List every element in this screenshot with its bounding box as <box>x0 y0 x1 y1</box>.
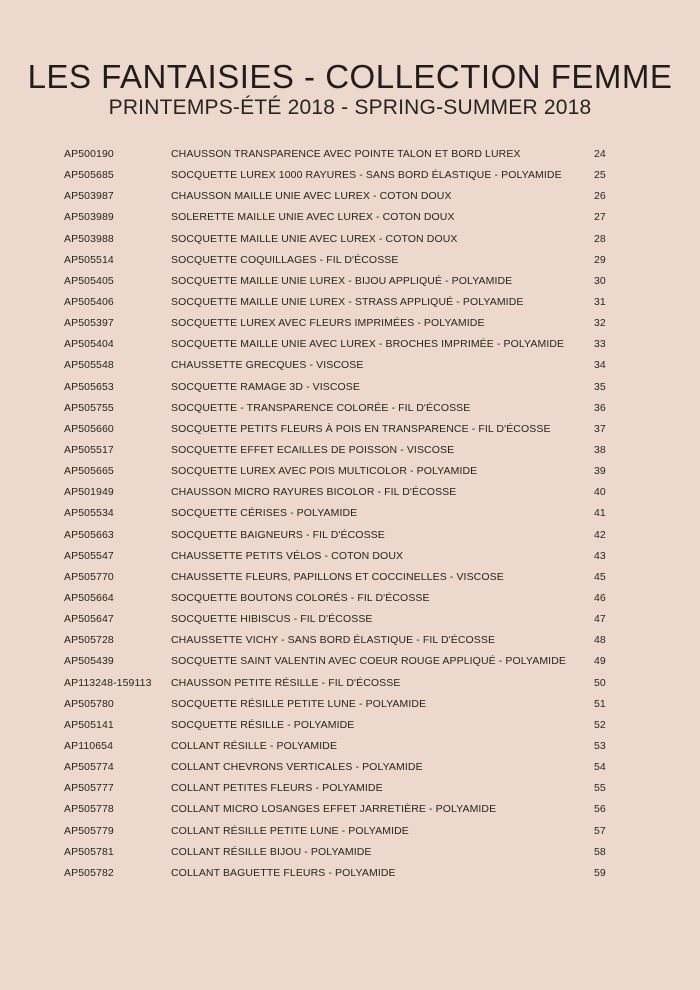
product-reference: AP505534 <box>64 507 114 520</box>
page-number: 51 <box>594 697 606 710</box>
table-row <box>0 165 700 186</box>
page-number: 59 <box>594 866 606 879</box>
page-number: 31 <box>594 295 606 308</box>
product-reference: AP505728 <box>64 634 114 647</box>
table-row <box>0 292 700 313</box>
product-description: CHAUSSON MAILLE UNIE AVEC LUREX - COTON DOUX <box>171 190 452 203</box>
table-row <box>0 398 700 419</box>
product-reference: AP505647 <box>64 613 114 626</box>
page-number: 40 <box>594 486 606 499</box>
page-number: 47 <box>594 613 606 626</box>
product-reference: AP505664 <box>64 591 114 604</box>
page-number: 58 <box>594 845 606 858</box>
product-description: SOCQUETTE HIBISCUS - FIL D'ÉCOSSE <box>171 613 373 626</box>
table-row <box>0 271 700 292</box>
product-description: SOCQUETTE MAILLE UNIE AVEC LUREX - BROCHES IMPRIMÉE - POLYAMIDE <box>171 338 565 351</box>
page-number: 42 <box>594 528 606 541</box>
table-row <box>0 630 700 651</box>
product-reference: AP505778 <box>64 803 114 816</box>
table-row <box>0 186 700 207</box>
page-number: 24 <box>594 148 606 160</box>
product-reference: AP505406 <box>64 295 114 308</box>
table-row <box>0 355 700 376</box>
page-number: 28 <box>594 232 606 245</box>
product-reference: AP505141 <box>64 718 114 731</box>
product-reference: AP110654 <box>64 739 114 752</box>
product-reference: AP503987 <box>64 190 114 203</box>
product-description: CHAUSSETTE VICHY - SANS BORD ÉLASTIQUE - FIL D'ÉCOSSE <box>171 634 496 647</box>
page-number: 48 <box>594 634 606 647</box>
product-reference: AP503988 <box>64 232 114 245</box>
product-reference: AP505665 <box>64 465 114 478</box>
product-description: COLLANT CHEVRONS VERTICALES - POLYAMIDE <box>171 761 423 774</box>
table-row <box>0 503 700 524</box>
product-description: SOCQUETTE COQUILLAGES - FIL D'ÉCOSSE <box>171 253 399 266</box>
product-description: SOCQUETTE PETITS FLEURS À POIS EN TRANSPARENCE - FIL D'ÉCOSSE <box>171 422 551 435</box>
product-reference: AP505755 <box>64 401 114 414</box>
page-number: 45 <box>594 570 606 583</box>
page-number: 41 <box>594 507 606 520</box>
product-reference: AP505397 <box>64 317 114 330</box>
table-row <box>0 842 700 863</box>
product-index-table <box>0 144 700 884</box>
table-row <box>0 419 700 440</box>
product-reference: AP505517 <box>64 443 114 456</box>
page-number: 26 <box>594 190 606 203</box>
product-description: SOLERETTE MAILLE UNIE AVEC LUREX - COTON DOUX <box>171 211 455 224</box>
page-subtitle: PRINTEMPS-ÉTÉ 2018 - SPRING-SUMMER 2018 <box>108 96 592 119</box>
product-description: COLLANT BAGUETTE FLEURS - POLYAMIDE <box>171 866 396 879</box>
page-number: 49 <box>594 655 606 668</box>
product-reference: AP500190 <box>64 148 114 160</box>
product-description: COLLANT MICRO LOSANGES EFFET JARRETIÈRE - POLYAMIDE <box>171 803 497 816</box>
product-reference: AP505779 <box>64 824 114 837</box>
product-description: SOCQUETTE MAILLE UNIE LUREX - BIJOU APPLIQUÉ - POLYAMIDE <box>171 274 513 287</box>
product-description: COLLANT RÉSILLE BIJOU - POLYAMIDE <box>171 845 372 858</box>
table-row <box>0 651 700 672</box>
product-description: CHAUSSETTE FLEURS, PAPILLONS ET COCCINELLES - VISCOSE <box>171 570 504 583</box>
table-row <box>0 334 700 355</box>
product-reference: AP505405 <box>64 274 114 287</box>
table-row <box>0 313 700 334</box>
product-description: COLLANT RÉSILLE - POLYAMIDE <box>171 739 338 752</box>
table-row <box>0 377 700 398</box>
table-row <box>0 144 700 165</box>
product-reference: AP503989 <box>64 211 114 224</box>
product-description: CHAUSSON PETITE RÉSILLE - FIL D'ÉCOSSE <box>171 676 401 689</box>
page-number: 36 <box>594 401 606 414</box>
product-description: SOCQUETTE BOUTONS COLORÉS - FIL D'ÉCOSSE <box>171 591 430 604</box>
product-description: CHAUSSETTE PETITS VÉLOS - COTON DOUX <box>171 549 404 562</box>
product-description: SOCQUETTE - TRANSPARENCE COLORÉE - FIL D'ÉCOSSE <box>171 401 471 414</box>
page-number: 56 <box>594 803 606 816</box>
page-number: 34 <box>594 359 606 372</box>
page-number: 57 <box>594 824 606 837</box>
table-row <box>0 673 700 694</box>
page-number: 54 <box>594 761 606 774</box>
page-title: LES FANTAISIES - COLLECTION FEMME <box>27 58 673 95</box>
product-description: CHAUSSON TRANSPARENCE AVEC POINTE TALON ET BORD LUREX <box>171 148 521 160</box>
product-description: SOCQUETTE MAILLE UNIE AVEC LUREX - COTON DOUX <box>171 232 458 245</box>
page-number: 35 <box>594 380 606 393</box>
table-row <box>0 567 700 588</box>
page-header <box>0 58 700 120</box>
product-description: SOCQUETTE SAINT VALENTIN AVEC COEUR ROUGE APPLIQUÉ - POLYAMIDE <box>171 655 566 668</box>
page-number: 27 <box>594 211 606 224</box>
table-row <box>0 229 700 250</box>
table-row <box>0 207 700 228</box>
product-description: SOCQUETTE LUREX 1000 RAYURES - SANS BORD ÉLASTIQUE - POLYAMIDE <box>171 169 562 182</box>
product-description: SOCQUETTE CÉRISES - POLYAMIDE <box>171 507 358 520</box>
product-description: CHAUSSETTE GRECQUES - VISCOSE <box>171 359 364 372</box>
product-description: SOCQUETTE BAIGNEURS - FIL D'ÉCOSSE <box>171 528 385 541</box>
product-reference: AP505782 <box>64 866 114 879</box>
page-number: 39 <box>594 465 606 478</box>
product-description: SOCQUETTE LUREX AVEC POIS MULTICOLOR - POLYAMIDE <box>171 465 478 478</box>
product-reference: AP505404 <box>64 338 114 351</box>
page-number: 53 <box>594 739 606 752</box>
page-number: 32 <box>594 317 606 330</box>
page-number: 50 <box>594 676 606 689</box>
page-number: 30 <box>594 274 606 287</box>
product-reference: AP505663 <box>64 528 114 541</box>
table-row <box>0 757 700 778</box>
table-row <box>0 546 700 567</box>
product-reference: AP505547 <box>64 549 114 562</box>
product-description: CHAUSSON MICRO RAYURES BICOLOR - FIL D'ÉCOSSE <box>171 486 457 499</box>
table-row <box>0 821 700 842</box>
table-row <box>0 482 700 503</box>
product-reference: AP505439 <box>64 655 114 668</box>
table-row <box>0 778 700 799</box>
page-number: 38 <box>594 443 606 456</box>
page-number: 33 <box>594 338 606 351</box>
product-description: SOCQUETTE RAMAGE 3D - VISCOSE <box>171 380 361 393</box>
product-reference: AP505781 <box>64 845 114 858</box>
product-reference: AP505777 <box>64 782 114 795</box>
table-row <box>0 461 700 482</box>
table-row <box>0 609 700 630</box>
product-reference: AP505660 <box>64 422 114 435</box>
table-row <box>0 715 700 736</box>
table-row <box>0 799 700 820</box>
table-row <box>0 863 700 884</box>
product-reference: AP505770 <box>64 570 114 583</box>
product-description: COLLANT PETITES FLEURS - POLYAMIDE <box>171 782 383 795</box>
product-description: SOCQUETTE LUREX AVEC FLEURS IMPRIMÉES - POLYAMIDE <box>171 317 485 330</box>
product-description: SOCQUETTE RÉSILLE - POLYAMIDE <box>171 718 355 731</box>
table-row <box>0 250 700 271</box>
table-row <box>0 588 700 609</box>
product-description: SOCQUETTE MAILLE UNIE LUREX - STRASS APPLIQUÉ - POLYAMIDE <box>171 295 524 308</box>
product-reference: AP501949 <box>64 486 114 499</box>
product-reference: AP505774 <box>64 761 114 774</box>
product-reference: AP505780 <box>64 697 114 710</box>
page-number: 37 <box>594 422 606 435</box>
page-number: 25 <box>594 169 606 182</box>
product-description: SOCQUETTE RÉSILLE PETITE LUNE - POLYAMIDE <box>171 697 427 710</box>
product-reference: AP505514 <box>64 253 114 266</box>
table-row <box>0 694 700 715</box>
product-description: SOCQUETTE EFFET ECAILLES DE POISSON - VISCOSE <box>171 443 455 456</box>
product-reference: AP505653 <box>64 380 114 393</box>
product-reference: AP113248-159113 <box>64 676 152 689</box>
table-row <box>0 440 700 461</box>
page-number: 55 <box>594 782 606 795</box>
table-row <box>0 525 700 546</box>
page-number: 52 <box>594 718 606 731</box>
page-number: 46 <box>594 591 606 604</box>
page-number: 43 <box>594 549 606 562</box>
product-reference: AP505548 <box>64 359 114 372</box>
product-reference: AP505685 <box>64 169 114 182</box>
page-number: 29 <box>594 253 606 266</box>
table-row <box>0 736 700 757</box>
product-description: COLLANT RÉSILLE PETITE LUNE - POLYAMIDE <box>171 824 409 837</box>
